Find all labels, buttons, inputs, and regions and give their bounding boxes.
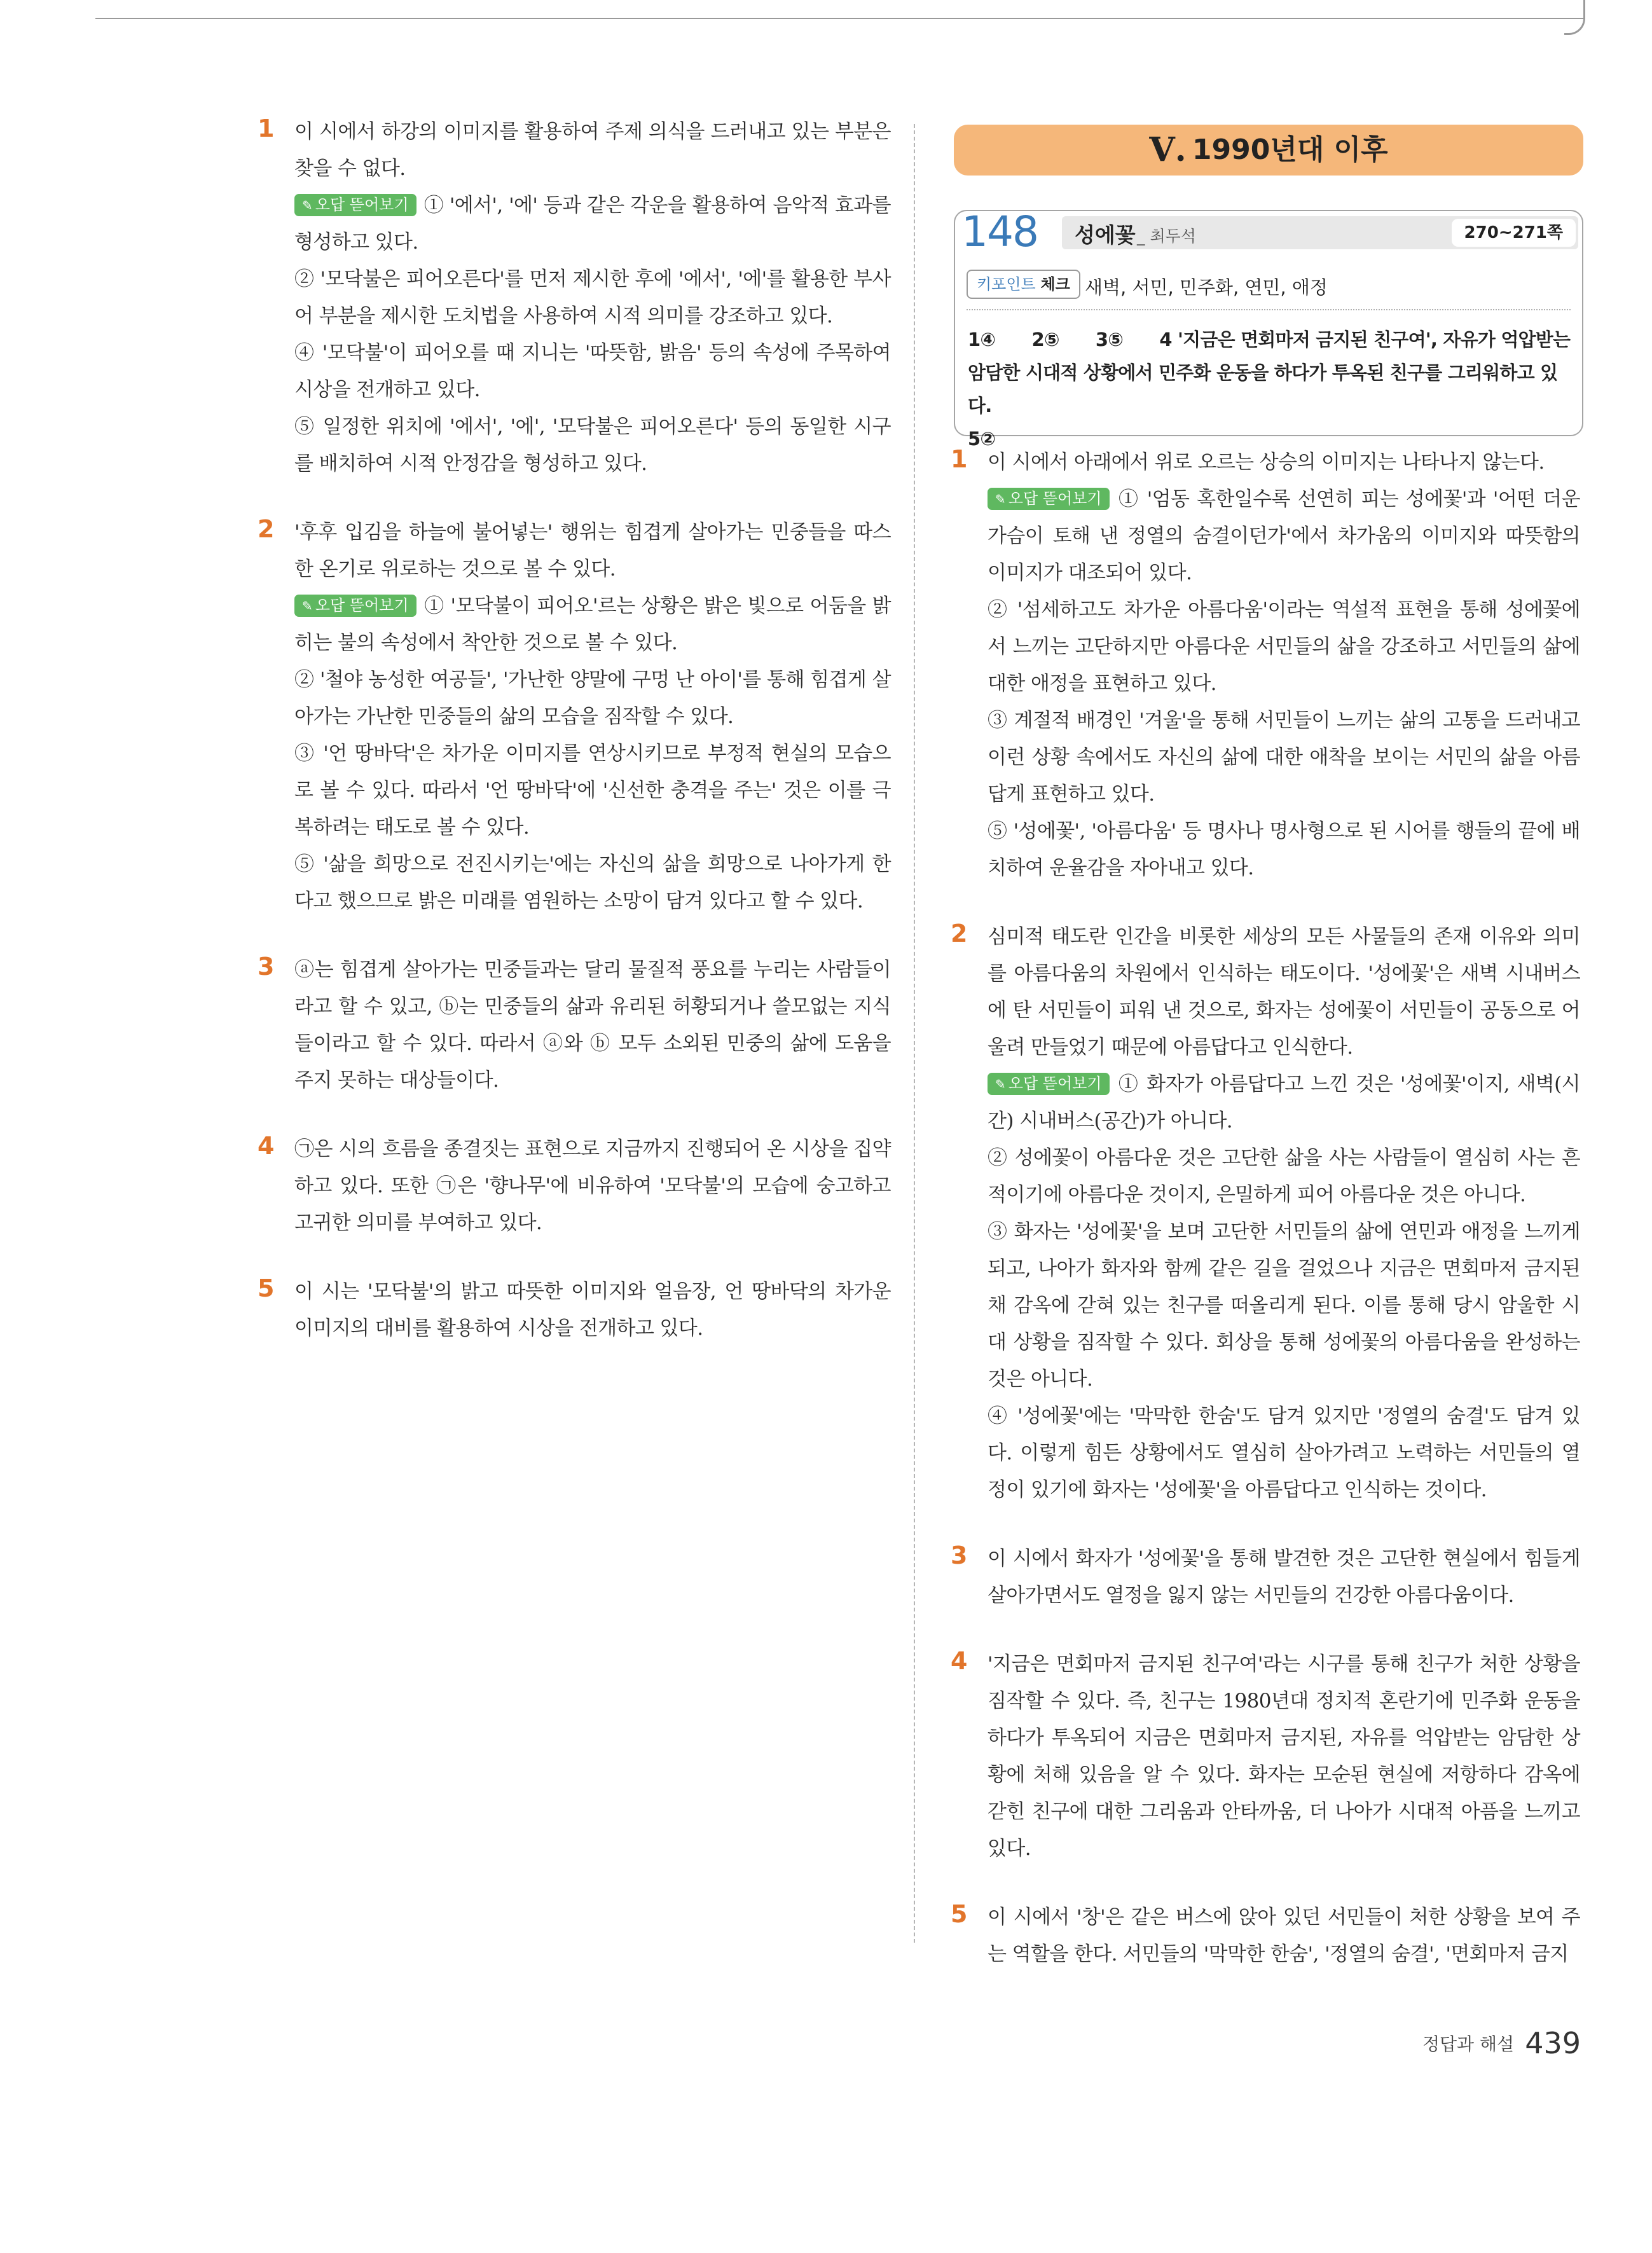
explanation-paragraph <box>294 408 891 482</box>
paragraph-text: 이 시에서 '창'은 같은 버스에 앉아 있던 서민들이 처한 상황을 보여 주는 역할을 한다. 서민들의 '막막한 한숨', '정열의 숨결', '면회마저 금지 <box>988 1906 1580 1966</box>
paragraph-text: '지금은 면회마저 금지된 친구여'라는 시구를 통해 친구가 처한 상황을 짐작할 수 있다. 즉, 친구는 1980년대 정치적 혼란기에 민주화 운동을 하다가 투옥되어 지금은 면회마저 금지된, 자유를 억압받는 암담한 상황에 처해 있음을 알 수 있다. 화자는 모순된 현실에 저항하다 감옥에 갇힌 친구에 대한 그리움과 안타까움, 더 나아가 시대적 아픔을 느끼고 있다. <box>988 1653 1580 1860</box>
answer-1-value: ④ <box>980 329 996 350</box>
paragraph-text: '후후 입김을 하늘에 불어넣는' 행위는 힘겹게 살아가는 민중들을 따스한 온기로 위로하는 것으로 볼 수 있다. <box>294 521 891 581</box>
page-corner-rule <box>1564 0 1585 35</box>
paragraph-text: ① 화자가 아름답다고 느낀 것은 '성에꽃'이지, 새벽(시간) 시내버스(공간)가 아니다. <box>988 1073 1580 1133</box>
answer-4-value: '지금은 면회마저 금지된 친구여', 자유가 억압받는 <box>1178 329 1571 350</box>
keypoint-keywords: 새벽, 서민, 민주화, 연민, 애정 <box>1085 277 1328 298</box>
answer-key <box>968 323 1571 455</box>
answer-2-num: 2 <box>1031 329 1044 350</box>
wrong-answer-paragraph <box>988 481 1580 591</box>
poem-author: _ 최두석 <box>1137 227 1196 245</box>
paragraph-text: ⓐ는 힘겹게 살아가는 민중들과는 달리 물질적 풍요를 누리는 사람들이라고 할 수 있고, ⓑ는 민중들의 삶과 유리된 허황되거나 쓸모없는 지식들이라고 할 수 있다. 따라서 ⓐ와 ⓑ 모두 소외된 민중의 삶에 도움을 주지 못하는 대상들이다. <box>294 958 891 1092</box>
explanation-paragraph <box>988 1213 1580 1398</box>
left-column <box>258 113 891 1379</box>
footer-label: 정답과 해설 <box>1422 2034 1515 2055</box>
keypoint-badge <box>967 270 1080 299</box>
paragraph-text: ⑤ '성에꽃', '아름다움' 등 명사나 명사형으로 된 시어를 행들의 끝에 배치하여 운율감을 자아내고 있다. <box>988 820 1580 879</box>
explanation-paragraph <box>988 1398 1580 1508</box>
explanation-paragraph <box>988 591 1580 702</box>
question-item <box>258 1273 891 1347</box>
explanation-paragraph <box>988 702 1580 813</box>
section-roman-numeral: V <box>1149 130 1175 169</box>
paragraph-text: 이 시는 '모닥불'의 밝고 따뜻한 이미지와 얼음장, 언 땅바닥의 차가운 이미지의 대비를 활용하여 시상을 전개하고 있다. <box>294 1280 891 1340</box>
explanation-paragraph <box>294 334 891 408</box>
paragraph-text: ④ '모닥불'이 피어오를 때 지니는 '따뜻함, 밝음' 등의 속성에 주목하여 시상을 전개하고 있다. <box>294 341 891 401</box>
question-item <box>951 918 1580 1508</box>
explanation-paragraph <box>294 261 891 334</box>
question-number: 2 <box>258 515 275 543</box>
explanation-paragraph <box>988 918 1580 1066</box>
answer-4-num: 4 <box>1159 329 1172 350</box>
explanation-paragraph <box>988 444 1580 481</box>
wrong-answer-badge <box>294 194 416 216</box>
page-top-rule <box>95 18 1583 19</box>
explanation-paragraph <box>988 1899 1580 1973</box>
question-number: 1 <box>951 445 968 473</box>
explanation-paragraph <box>988 1140 1580 1213</box>
question-number: 5 <box>951 1900 968 1928</box>
pencil-icon: ✎ <box>302 598 313 614</box>
section-dot: . <box>1174 130 1187 169</box>
paragraph-text: ⑤ '삶을 희망으로 전진시키는'에는 자신의 삶을 희망으로 나아가게 한다고 했으므로 밝은 미래를 염원하는 소망이 담겨 있다고 할 수 있다. <box>294 853 891 913</box>
question-item <box>951 1899 1580 1973</box>
question-number: 3 <box>258 953 275 981</box>
question-item <box>258 1131 891 1241</box>
question-item <box>951 444 1580 886</box>
paragraph-text: ⑤ 일정한 위치에 '에서', '에', '모닥불은 피어오른다' 등의 동일한 시구를 배치하여 시적 안정감을 형성하고 있다. <box>294 415 891 475</box>
section-era-title: 1990년대 이후 <box>1192 134 1388 166</box>
paragraph-text: ③ 계절적 배경인 '겨울'을 통해 서민들이 느끼는 삶의 고통을 드러내고 이런 상황 속에서도 자신의 삶에 대한 애착을 보이는 서민의 삶을 아름답게 표현하고 있다. <box>988 709 1580 806</box>
wrong-answer-badge <box>294 595 416 617</box>
page-number: 439 <box>1525 2026 1581 2060</box>
answer-2-value: ⑤ <box>1043 329 1059 350</box>
explanation-paragraph <box>294 661 891 735</box>
keypoint-row <box>967 266 1571 301</box>
paragraph-text: ④ '성에꽃'에는 '막막한 한숨'도 담겨 있지만 '정열의 숨결'도 담겨 있다. 이렇게 힘든 상황에서도 열심히 살아가려고 노력하는 서민들의 열정이 있기에 화자는 '성에꽃'을 아름답다고 인식하는 것이다. <box>988 1405 1580 1501</box>
paragraph-text: ① '에서', '에' 등과 같은 각운을 활용하여 음악적 효과를 형성하고 있다. <box>294 194 891 254</box>
keypoint-label: 키포인트 <box>977 275 1036 293</box>
poem-title-bar <box>1062 216 1578 249</box>
answer-5-value: ② <box>980 428 996 450</box>
paragraph-text: ③ 화자는 '성에꽃'을 보며 고단한 서민들의 삶에 연민과 애정을 느끼게 되고, 나아가 화자와 함께 같은 길을 걸었으나 지금은 면회마저 금지된 채 감옥에 갇혀 있는 친구를 떠올리게 된다. 이를 통해 당시 암울한 시대 상황을 짐작할 수 있다. 회상을 통해 성에꽃의 아름다움을 완성하는 것은 아니다. <box>988 1220 1580 1391</box>
explanation-paragraph <box>294 951 891 1099</box>
paragraph-text: 심미적 태도란 인간을 비롯한 세상의 모든 사물들의 존재 이유와 의미를 아름다움의 차원에서 인식하는 태도이다. '성에꽃'은 새벽 시내버스에 탄 서민들이 피워 낸 것으로, 화자는 성에꽃이 서민들이 공동으로 어울려 만들었기 때문에 아름답다고 인식한다. <box>988 925 1580 1059</box>
paragraph-text: ③ '언 땅바닥'은 차가운 이미지를 연상시키므로 부정적 현실의 모습으로 볼 수 있다. 따라서 '언 땅바닥'에 '신선한 충격을 주는' 것은 이를 극복하려는 태도로 볼 수 있다. <box>294 742 891 839</box>
paragraph-text: ① '엄동 혹한일수록 선연히 피는 성에꽃'과 '어떤 더운 가슴이 토해 낸 정열의 숨결이던가'에서 차가움의 이미지와 따뜻함의 이미지가 대조되어 있다. <box>988 488 1580 584</box>
answer-3-num: 3 <box>1095 329 1108 350</box>
answer-5-num: 5 <box>968 428 981 450</box>
question-item <box>258 514 891 920</box>
explanation-paragraph <box>294 113 891 187</box>
poem-page-range: 270~271쪽 <box>1452 219 1576 247</box>
pencil-icon: ✎ <box>995 492 1006 507</box>
question-number: 4 <box>951 1647 968 1675</box>
question-number: 1 <box>258 114 275 142</box>
explanation-paragraph <box>294 514 891 588</box>
paragraph-text: ② '섬세하고도 차가운 아름다움'이라는 역설적 표현을 통해 성에꽃에서 느끼는 고단하지만 아름다운 서민들의 삶을 강조하고 서민들의 삶에 대한 애정을 표현하고 있다. <box>988 598 1580 695</box>
answer-3-value: ⑤ <box>1108 329 1124 350</box>
wrong-answer-badge-label: 오답 뜯어보기 <box>1008 490 1102 507</box>
paragraph-text: ② '철야 농성한 여공들', '가난한 양말에 구멍 난 아이'를 통해 힘겹게 살아가는 가난한 민중들의 삶의 모습을 짐작할 수 있다. <box>294 668 891 728</box>
pencil-icon: ✎ <box>302 198 313 213</box>
wrong-answer-paragraph <box>988 1066 1580 1140</box>
section-banner <box>954 125 1583 176</box>
keypoint-check: 체크 <box>1040 275 1070 293</box>
column-divider <box>914 124 915 1943</box>
paragraph-text: ② '모닥불은 피어오른다'를 먼저 제시한 후에 '에서', '에'를 활용한 부사어 부분을 제시한 도치법을 사용하여 시적 의미를 강조하고 있다. <box>294 268 891 327</box>
wrong-answer-badge-label: 오답 뜯어보기 <box>315 196 409 214</box>
wrong-answer-badge-label: 오답 뜯어보기 <box>1008 1075 1102 1092</box>
question-item <box>258 113 891 482</box>
explanation-paragraph <box>294 846 891 920</box>
pencil-icon: ✎ <box>995 1077 1006 1092</box>
question-item <box>951 1540 1580 1614</box>
poem-number: 148 <box>961 207 1038 256</box>
paragraph-text: ㉠은 시의 흐름을 종결짓는 표현으로 지금까지 진행되어 온 시상을 집약하고 있다. 또한 ㉠은 '향나무'에 비유하여 '모닥불'의 모습에 숭고하고 고귀한 의미를 부여하고 있다. <box>294 1138 891 1234</box>
paragraph-text: 이 시에서 화자가 '성에꽃'을 통해 발견한 것은 고단한 현실에서 힘들게 살아가면서도 열정을 잃지 않는 서민들의 건강한 아름다움이다. <box>988 1547 1580 1607</box>
question-item <box>258 951 891 1099</box>
wrong-answer-badge-label: 오답 뜯어보기 <box>315 596 409 614</box>
question-item <box>951 1646 1580 1867</box>
question-number: 2 <box>951 920 968 947</box>
paragraph-text: ① '모닥불이 피어오'르는 상황은 밝은 빛으로 어둠을 밝히는 불의 속성에서 착안한 것으로 볼 수 있다. <box>294 595 891 654</box>
question-number: 3 <box>951 1541 968 1569</box>
explanation-paragraph <box>294 1131 891 1241</box>
keypoint-separator <box>967 309 1571 310</box>
page-footer <box>1422 2026 1581 2060</box>
explanation-paragraph <box>988 1646 1580 1867</box>
answer-line-1 <box>968 323 1571 356</box>
poem-answer-box <box>954 207 1583 450</box>
explanation-paragraph <box>294 1273 891 1347</box>
answer-1-num: 1 <box>968 329 981 350</box>
wrong-answer-badge <box>988 1073 1110 1095</box>
paragraph-text: ② 성에꽃이 아름다운 것은 고단한 삶을 사는 사람들이 열심히 사는 흔적이기에 아름다운 것이지, 은밀하게 피어 아름다운 것은 아니다. <box>988 1147 1580 1206</box>
paragraph-text: 이 시에서 아래에서 위로 오르는 상승의 이미지는 나타나지 않는다. <box>988 451 1545 474</box>
poem-title: 성에꽃 <box>1075 223 1136 247</box>
explanation-paragraph <box>294 735 891 846</box>
poem-header <box>955 207 1582 256</box>
wrong-answer-paragraph <box>294 187 891 261</box>
explanation-paragraph <box>988 813 1580 886</box>
question-number: 4 <box>258 1132 275 1160</box>
wrong-answer-badge <box>988 488 1110 510</box>
wrong-answer-paragraph <box>294 588 891 661</box>
right-column <box>951 444 1580 2004</box>
answer-line-2: 암담한 시대적 상황에서 민주화 운동을 하다가 투옥된 친구를 그리워하고 있다. <box>968 362 1558 417</box>
paragraph-text: 이 시에서 하강의 이미지를 활용하여 주제 의식을 드러내고 있는 부분은 찾을 수 없다. <box>294 120 891 180</box>
explanation-paragraph <box>988 1540 1580 1614</box>
question-number: 5 <box>258 1274 275 1302</box>
